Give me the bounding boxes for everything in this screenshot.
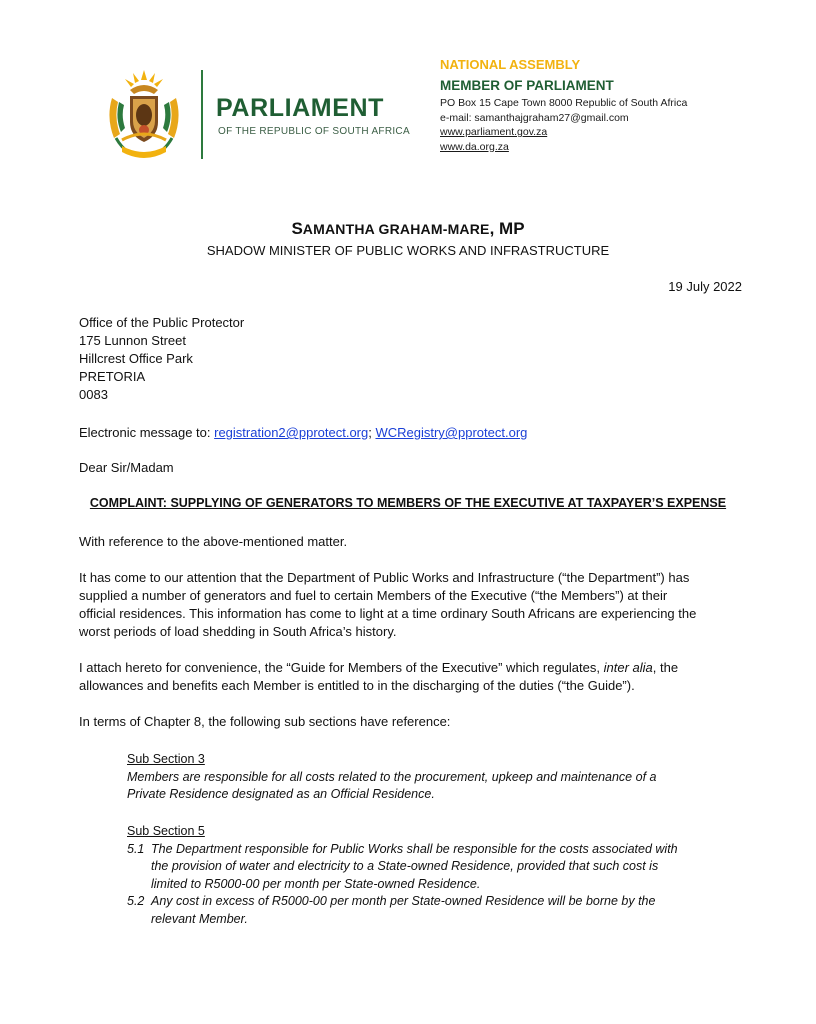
clause-line: relevant Member. [151,911,248,926]
sender-name-rest: AMANTHA GRAHAM-MARE [302,221,490,237]
clause-number: 5.1 [127,841,145,856]
coat-of-arms-icon [100,68,188,160]
sender-name-initial: S [291,219,303,238]
sender-name-suffix: , MP [489,219,525,238]
clause-number: 5.2 [127,894,145,908]
postal-address: PO Box 15 Cape Town 8000 Republic of South Africa [440,97,688,109]
clause-line: limited to R5000-00 per month per State-owned Residence. [151,876,481,891]
paragraph-chapter [79,713,743,731]
address-line: Office of the Public Protector [79,315,245,330]
clause-5-1 [127,841,747,859]
letter-date: 19 July 2022 [668,279,742,294]
email-link-wcregistry[interactable]: WCRegistry@pprotect.org [375,425,528,440]
paragraph-line: worst periods of load shedding in South Africa’s history. [79,624,397,639]
clause-line: Any cost in excess of R5000-00 per month per State-owned Residence will be borne by the [151,894,656,908]
org-name: PARLIAMENT [216,94,385,122]
paragraph-line: supplied a number of generators and fuel to certain Members of the Executive (“the Members”) at their [79,588,668,603]
sender-role: SHADOW MINISTER OF PUBLIC WORKS AND INFRASTRUCTURE [206,243,610,258]
sub-section-line: Private Residence designated as an Official Residence. [127,787,435,801]
guide-text-italic: inter alia [603,660,653,675]
member-title: MEMBER OF PARLIAMENT [440,78,614,93]
email-link-registration[interactable]: registration2@pprotect.org [214,425,369,440]
da-website-link[interactable]: www.da.org.za [440,140,509,153]
parliament-website-link[interactable]: www.parliament.gov.za [440,126,548,138]
address-line: Hillcrest Office Park [79,351,193,366]
electronic-message-label: Electronic message to: [79,425,215,440]
paragraph-line: With reference to the above-mentioned matter. [79,534,348,549]
sub-section-line: Members are responsible for all costs related to the procurement, upkeep and maintenance of a [127,769,657,784]
org-subtitle: OF THE REPUBLIC OF SOUTH AFRICA [218,126,410,137]
paragraph-line: allowances and benefits each Member is entitled to in the discharging of the duties (“the Guide”). [79,678,635,693]
national-assembly-label: NATIONAL ASSEMBLY [440,57,581,72]
paragraph-guide [79,659,743,695]
paragraph-line: In terms of Chapter 8, the following sub sections have reference: [79,714,451,729]
clause-line: The Department responsible for Public Works shall be responsible for the costs associated with [151,841,678,856]
sub-section-5 [127,823,747,928]
clause-5-2 [127,893,747,911]
guide-text-post: , the [652,660,679,675]
paragraph-line: official residences. This information has come to light at a time ordinary South Africans are experiencing the [79,606,697,621]
guide-text-pre: I attach hereto for convenience, the “Guide for Members of the Executive” which regulates, [79,660,604,675]
address-line: 0083 [79,387,108,402]
sub-section-3-heading: Sub Section 3 [127,752,205,766]
salutation: Dear Sir/Madam [79,460,174,475]
paragraph-line: It has come to our attention that the Department of Public Works and Infrastructure (“the Department”) has [79,570,690,585]
header-divider [201,70,203,159]
electronic-message-line [79,425,527,440]
paragraph-line [79,659,743,677]
paragraph-attention [79,569,743,641]
address-line: 175 Lunnon Street [79,333,186,348]
contact-block [440,57,780,154]
email-separator: ; [368,425,376,440]
sub-section-5-heading: Sub Section 5 [127,824,205,838]
contact-email: e-mail: samanthajgraham27@gmail.com [440,111,629,124]
sender-name [0,219,816,239]
clause-line: the provision of water and electricity to a State-owned Residence, provided that such cost is [151,859,659,873]
paragraph-reference [79,533,743,551]
subject-line: COMPLAINT: SUPPLYING OF GENERATORS TO MEMBERS OF THE EXECUTIVE AT TAXPAYER’S EXPENSE [89,496,727,510]
address-line: PRETORIA [79,369,146,384]
recipient-address [79,314,244,404]
sub-section-3 [127,751,747,804]
